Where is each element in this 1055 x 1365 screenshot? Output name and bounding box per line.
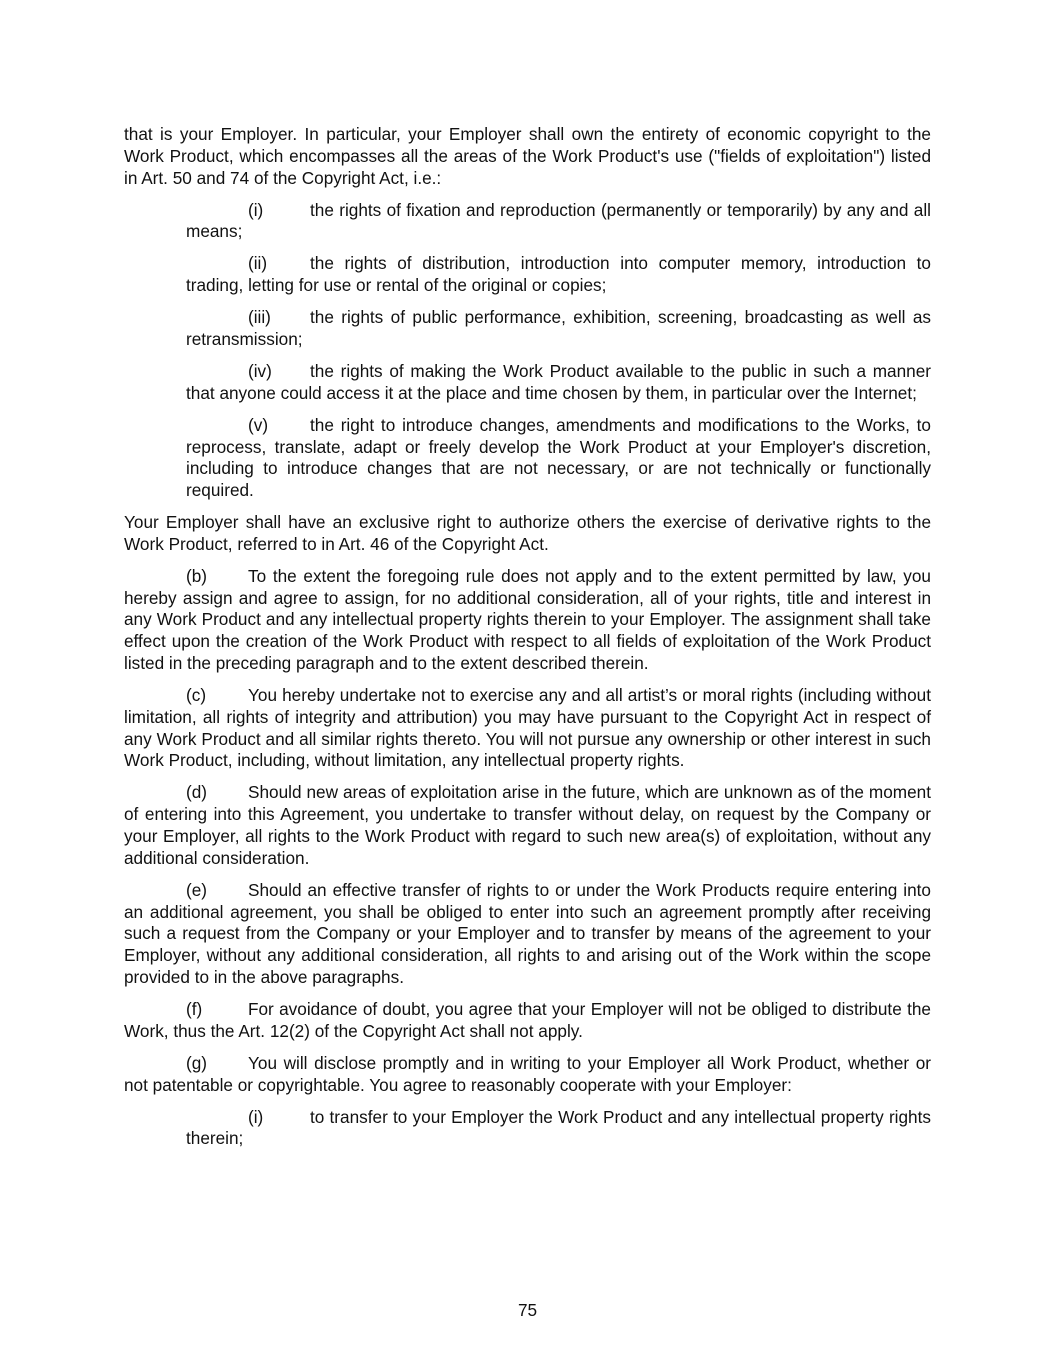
- item-label: (g): [186, 1052, 208, 1073]
- item-text: the rights of public performance, exhibition, screening, broadcasting as well as retransmission;: [186, 307, 931, 349]
- item-text: the rights of fixation and reproduction (permanently or temporarily) by any and all means;: [186, 199, 931, 242]
- item-label: (ii): [248, 253, 268, 274]
- list-item: [186, 1107, 931, 1151]
- item-label: (f): [186, 998, 203, 1019]
- item-text: To the extent the foregoing rule does not apply and to the extent permitted by law, you hereby assign and agree to assign, for no additional consideration, all of your rights, title and interest in any Work Product and any intellectual property rights therein to your Employer. The assignment shall take effect upon the creation of the Work Product with respect to all fields of exploitation of the Work Product listed in the preceding paragraph and to the extent described therein.: [124, 565, 931, 674]
- item-label: (i): [248, 199, 264, 220]
- list-item: [186, 200, 931, 244]
- item-label: (v): [248, 414, 269, 435]
- item-text: the rights of making the Work Product available to the public in such a manner that anyone could access it at the place and time chosen by them, in particular over the Internet;: [186, 360, 931, 403]
- item-text: You will disclose promptly and in writing to your Employer all Work Product, whether or not patentable or copyrightable. You agree to reasonably cooperate with your Employer:: [124, 1052, 931, 1095]
- clause-paragraph: [124, 1053, 931, 1097]
- item-text: to transfer to your Employer the Work Product and any intellectual property rights therein;: [186, 1106, 931, 1149]
- item-label: (iv): [248, 360, 272, 381]
- list-item: [186, 307, 931, 351]
- item-label: (c): [186, 685, 207, 706]
- intro-paragraph: that is your Employer. In particular, your Employer shall own the entirety of economic copyright to the Work Product, which encompasses all the areas of the Work Product's use ("fields of exploitation") listed in Art. 50 and 74 of the Copyright Act, i.e.:: [124, 124, 931, 188]
- derivative-rights-paragraph: Your Employer shall have an exclusive right to authorize others the exercise of derivative rights to the Work Product, referred to in Art. 46 of the Copyright Act.: [124, 512, 931, 554]
- list-item: [186, 415, 931, 502]
- item-text: the right to introduce changes, amendments and modifications to the Works, to reprocess, translate, adapt or freely develop the Work Product at your Employer's discretion, including to introduce changes that are not necessary, or are not technically or functionally required.: [186, 414, 931, 501]
- list-item: [186, 361, 931, 405]
- clause-paragraph: [124, 685, 931, 772]
- clause-paragraph: [124, 999, 931, 1043]
- item-text: the rights of distribution, introduction into computer memory, introduction to trading, letting for use or rental of the original or copies;: [186, 253, 931, 296]
- item-label: (iii): [248, 307, 271, 328]
- document-page: [124, 124, 931, 1160]
- item-text: Should an effective transfer of rights to or under the Work Products require entering into an additional agreement, you shall be obliged to enter into such an agreement promptly after receiving such a request from the Company or your Employer and to transfer by means of the agreement to your Employer, without any additional consideration, all rights to and arising out of the Work within the scope provided to in the above paragraphs.: [124, 879, 931, 987]
- item-label: (b): [186, 565, 208, 586]
- list-item: [186, 253, 931, 297]
- clause-paragraph: [124, 566, 931, 675]
- item-text: For avoidance of doubt, you agree that your Employer will not be obliged to distribute the Work, thus the Art. 12(2) of the Copyright Act shall not apply.: [124, 998, 931, 1041]
- item-label: (e): [186, 879, 208, 900]
- page-number: 75: [517, 1300, 538, 1320]
- item-label: (d): [186, 782, 208, 803]
- item-text: Should new areas of exploitation arise in the future, which are unknown as of the moment of entering into this Agreement, you undertake to transfer without delay, on request by the Company or your Employer, all rights to the Work Product with regard to such new area(s) of exploitation, without any additional consideration.: [124, 782, 931, 868]
- item-label: (i): [248, 1106, 264, 1127]
- item-text: You hereby undertake not to exercise any and all artist’s or moral rights (including without limitation, all rights of integrity and attribution) you may have pursuant to the Copyright Act in respect of any Work Product and all similar rights thereto. You will not pursue any ownership or other interest in such Work Product, including, without limitation, any intellectual property rights.: [124, 685, 931, 771]
- clause-paragraph: [124, 880, 931, 989]
- clause-paragraph: [124, 782, 931, 869]
